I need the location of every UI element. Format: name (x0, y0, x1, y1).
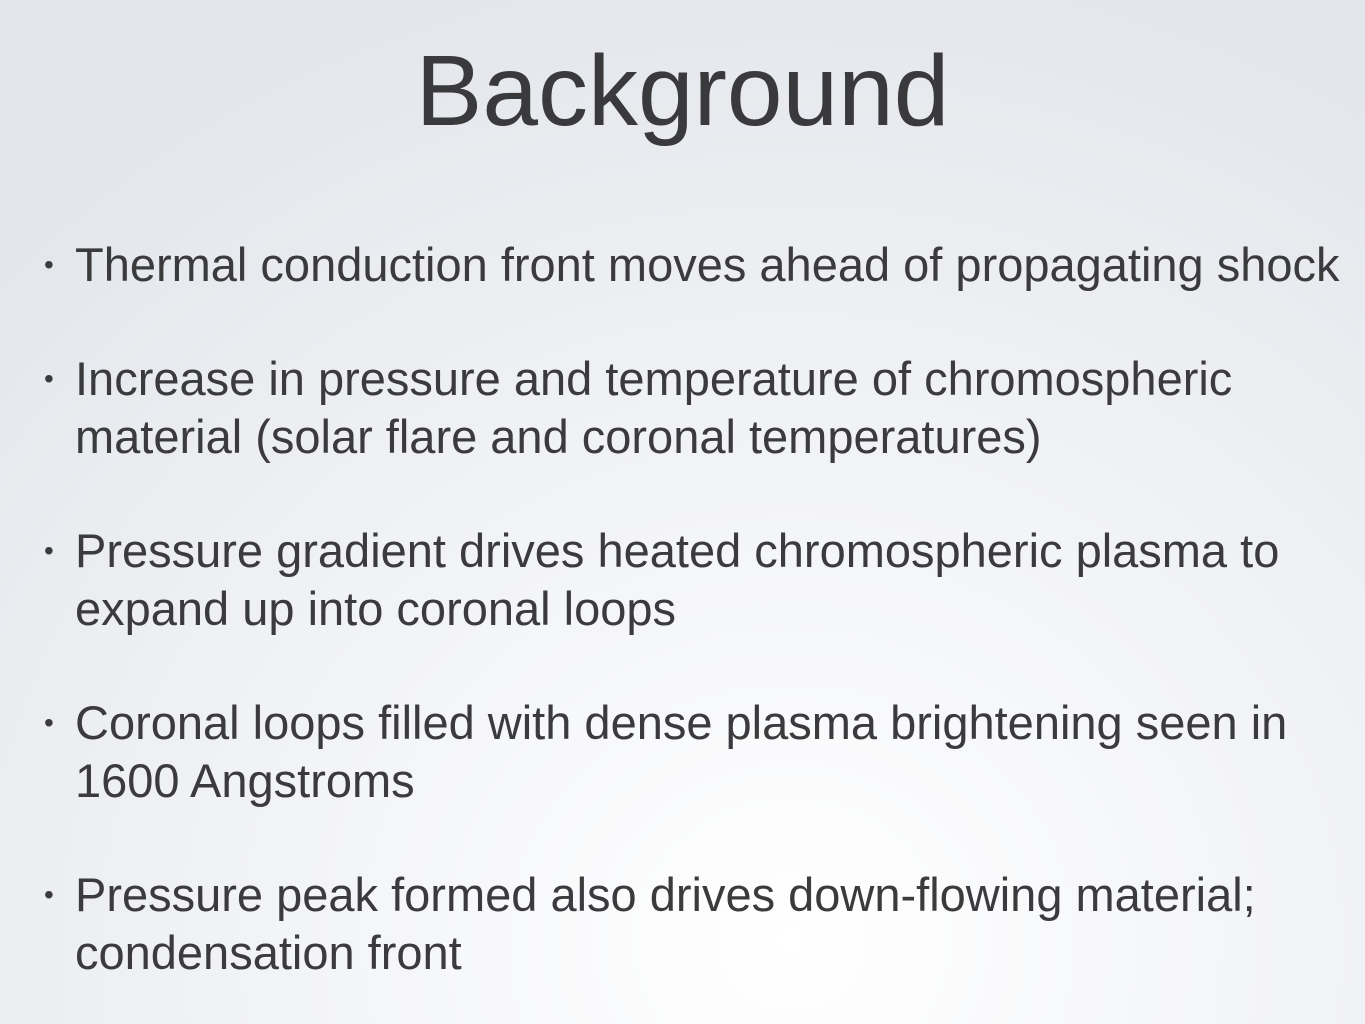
bullet-icon: • (44, 879, 54, 910)
bullet-icon: • (44, 707, 54, 738)
bullet-text: Pressure gradient drives heated chromospheric plasma to expand up into coronal loops (75, 524, 1280, 635)
bullet-text: Increase in pressure and temperature of chromospheric material (solar flare and coronal temperatures) (75, 352, 1233, 463)
bullet-text: Thermal conduction front moves ahead of propagating shock (75, 238, 1340, 291)
bullet-text: Coronal loops filled with dense plasma brightening seen in 1600 Angstroms (75, 696, 1288, 807)
bullet-item (44, 350, 1350, 466)
bullet-item (44, 694, 1350, 810)
bullet-icon: • (44, 535, 54, 566)
bullet-item (44, 236, 1350, 294)
bullet-list (44, 236, 1350, 1024)
slide-title: Background (415, 35, 950, 147)
bullet-icon: • (44, 363, 54, 394)
bullet-icon: • (44, 249, 54, 280)
bullet-item (44, 866, 1350, 982)
bullet-text: Pressure peak formed also drives down-flowing material; condensation front (75, 868, 1256, 979)
bullet-item (44, 522, 1350, 638)
